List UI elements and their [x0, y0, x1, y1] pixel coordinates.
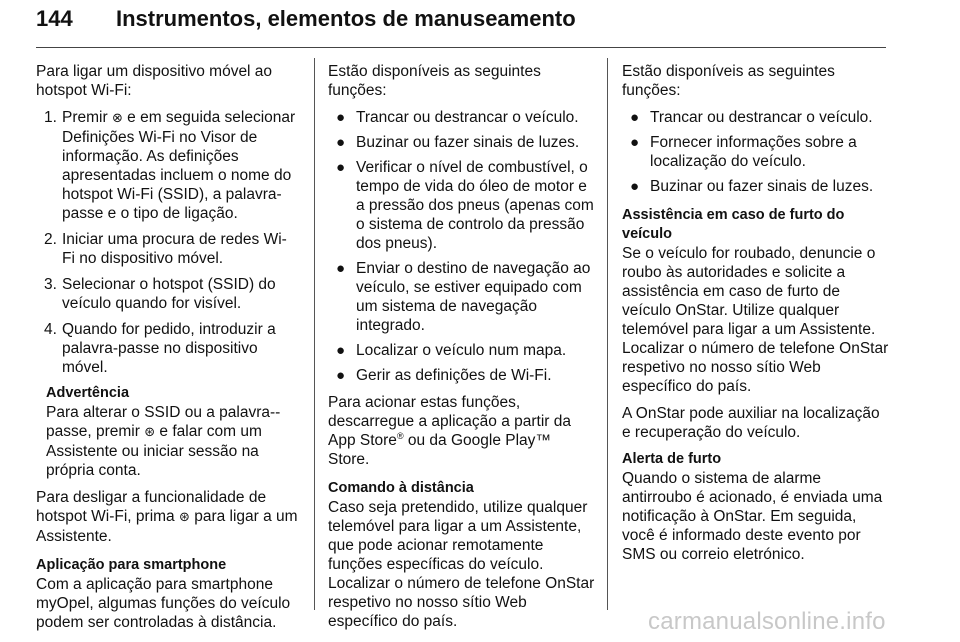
theft-alert-text: Quando o sistema de alarme antirroubo é acionado, é enviada uma notificação à OnStar. Em seguida, você é informado deste evento por SMS ou correio eletrónico.	[622, 470, 883, 563]
list-item: ● Verificar o nível de combustível, o tempo de vida do óleo de motor e a pressão dos pneus (apenas com o sistema de controlo da pressão dos pneus).	[336, 159, 594, 252]
theft-alert-heading: Alerta de furto	[622, 451, 722, 467]
activate-functions-text: Para acionar estas funções, descarregue a aplicação a partir da App Store® ou da Google Play™ Store.	[328, 394, 571, 468]
phone-settings-icon: ⊗	[111, 111, 123, 126]
smartphone-app-heading: Aplicação para smartphone	[36, 557, 227, 573]
step-item: 3. Selecionar o hotspot (SSID) do veículo quando for visível.	[44, 276, 276, 312]
watermark: carmanualsonline.info	[648, 608, 886, 635]
header-rule	[36, 47, 886, 48]
list-item: ● Fornecer informações sobre a localização do veículo.	[630, 134, 857, 170]
disable-hotspot-text: Para desligar a funcionalidade de hotspot Wi-Fi, prima ⊛ para ligar a um Assistente.	[36, 489, 298, 545]
functions-list	[328, 108, 596, 385]
column-1	[36, 62, 298, 640]
smartphone-app-section	[36, 556, 298, 632]
smartphone-app-text: Com a aplicação para smartphone myOpel, algumas funções do veículo podem ser controladas à distância.	[36, 576, 291, 631]
warning-note: Advertência Para alterar o SSID ou a palavra--passe, premir ⊛ e falar com um Assistente ou iniciar sessão na própria conta.	[36, 384, 298, 480]
hotspot-steps	[36, 108, 298, 377]
list-item: ● Buzinar ou fazer sinais de luzes.	[630, 178, 874, 195]
list-item: ● Gerir as definições de Wi-Fi.	[336, 367, 552, 384]
page-number: 144	[36, 6, 73, 31]
remote-control-section	[328, 479, 596, 631]
hotspot-intro: Para ligar um dispositivo móvel ao hotspot Wi-Fi:	[36, 63, 273, 99]
page-header	[36, 2, 886, 42]
column-2	[328, 62, 596, 639]
column-divider-1	[314, 58, 315, 610]
theft-assistance-text: Se o veículo for roubado, denuncie o roubo às autoridades e solicite a assistência em caso de furto de veículo OnStar. Utilize qualquer telemóvel para ligar a um Assistente. Localizar o número de telefone OnStar respetivo no nosso sítio Web específico do país.	[622, 245, 889, 395]
onstar-icon: ⊛	[178, 510, 190, 525]
column-3	[622, 62, 890, 572]
list-item: ● Buzinar ou fazer sinais de luzes.	[336, 134, 580, 151]
remote-control-heading: Comando à distância	[328, 480, 474, 496]
theft-assistance-section	[622, 206, 890, 442]
theft-assistance-heading: Assistência em caso de furto do veículo	[622, 207, 845, 242]
list-item: ● Localizar o veículo num mapa.	[336, 342, 567, 359]
theft-assistance-help: A OnStar pode auxiliar na localização e recuperação do veículo.	[622, 405, 880, 441]
remote-control-text: Caso seja pretendido, utilize qualquer telemóvel para ligar a um Assistente, que pode acionar remotamente funções específicas do veículo. Localizar o número de telefone OnStar respetivo no nosso sítio Web específico do país.	[328, 499, 595, 630]
list-item: ● Trancar ou destrancar o veículo.	[336, 109, 579, 126]
list-item: ● Trancar ou destrancar o veículo.	[630, 109, 873, 126]
column-divider-2	[607, 58, 608, 610]
page-title: Instrumentos, elementos de manuseamento	[116, 6, 576, 31]
onstar-icon: ⊛	[144, 425, 156, 440]
warning-heading: Advertência	[46, 385, 130, 401]
functions-list	[622, 108, 890, 196]
step-item: 1. Premir ⊗ e em seguida selecionar Definições Wi-Fi no Visor de informação. As definições apresentadas incluem o nome do hotspot Wi-Fi (SSID), a palavra-passe e o tipo de ligação.	[44, 109, 296, 222]
functions-intro: Estão disponíveis as seguintes funções:	[622, 63, 835, 99]
step-item: 2. Iniciar uma procura de redes Wi-Fi no dispositivo móvel.	[44, 231, 287, 267]
list-item: ● Enviar o destino de navegação ao veículo, se estiver equipado com um sistema de navegação integrado.	[336, 260, 591, 334]
functions-intro: Estão disponíveis as seguintes funções:	[328, 63, 541, 99]
step-item: 4. Quando for pedido, introduzir a palavra-passe no dispositivo móvel.	[44, 321, 276, 376]
theft-alert-section	[622, 450, 890, 564]
